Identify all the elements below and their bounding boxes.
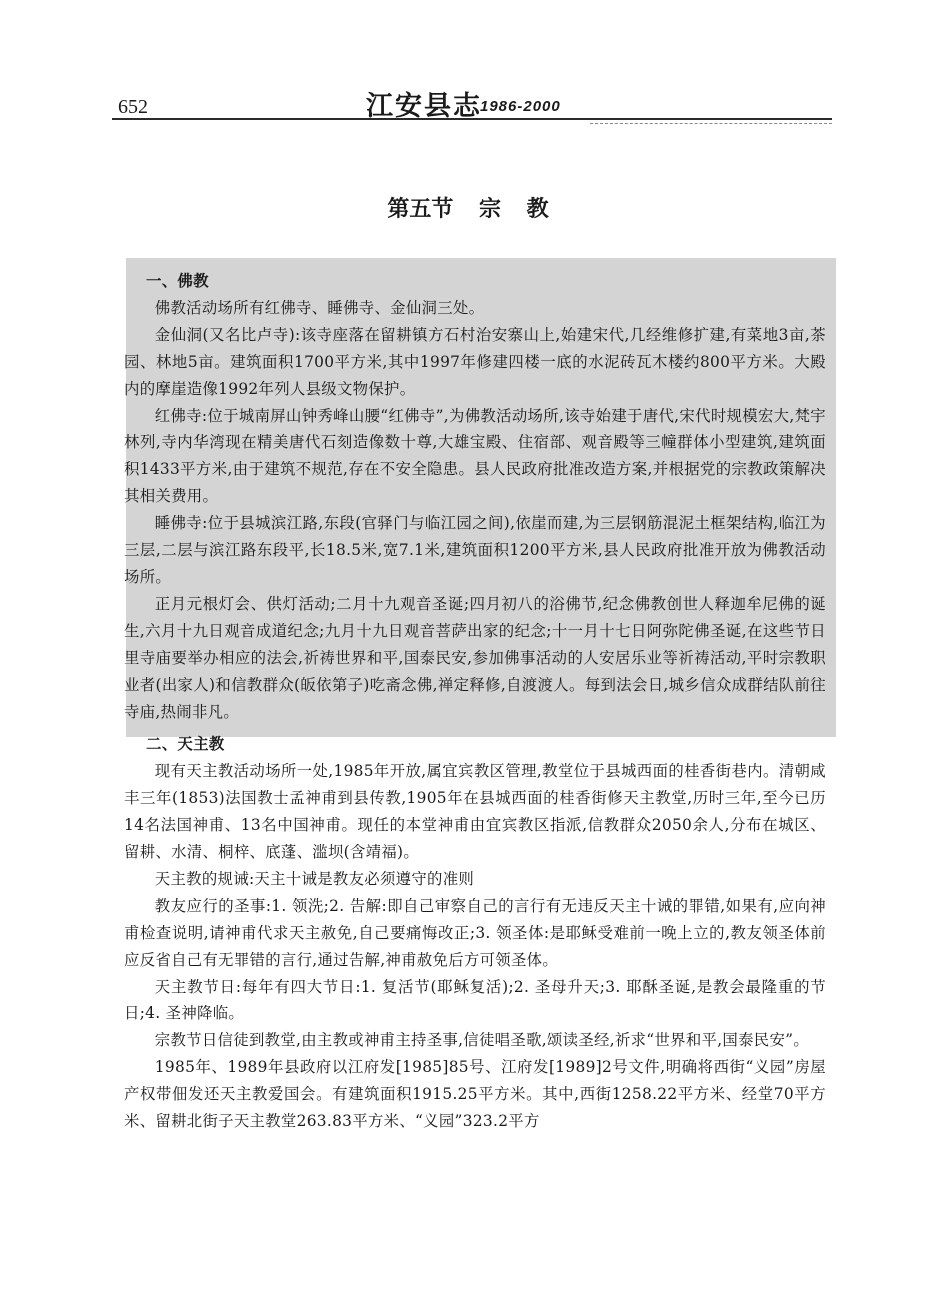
paragraph: 佛教活动场所有红佛寺、睡佛寺、金仙洞三处。 (154, 298, 485, 317)
paragraph: 教友应行的圣事:1. 领洗;2. 告解:即自己审察自己的言行有无违反天主十诫的罪错,如果有,应向神甫检查说明,请神甫代求天主赦免,自己要痛悔改正;3. 领圣体:是耶稣受难前一晚上立的,教友领圣体前应反省自己有无罪错的言行,通过告解,神甫赦免后方可领圣体。 (124, 896, 826, 969)
paragraph: 天主教节日:每年有四大节日:1. 复活节(耶稣复活);2. 圣母升天;3. 耶酥圣诞,是教会最隆重的节日;4. 圣神降临。 (124, 977, 826, 1023)
buddhism-heading: 一、佛教 (146, 272, 209, 290)
book-title: 江安县志 (366, 91, 482, 122)
paragraph: 红佛寺:位于城南屏山钟秀峰山腰“红佛寺”,为佛教活动场所,该寺始建于唐代,宋代时规模宏大,梵宇林列,寺内华湾现在精美唐代石刻造像数十尊,大雄宝殿、住宿部、观音殿等三幢群体小型建筑,建筑面积1433平方米,由于建筑不规范,存在不安全隐患。县人民政府批准改造方案,并根据党的宗教政策解决其相关费用。 (124, 406, 826, 506)
paragraph: 睡佛寺:位于县城滨江路,东段(官驿门与临江园之间),依崖而建,为三层钢筋混泥土框架结构,临江为三层,二层与滨江路东段平,长18.5米,宽7.1米,建筑面积1200平方米,县人民政府批准开放为佛教活动场所。 (124, 514, 826, 586)
page-number: 652 (118, 96, 148, 118)
body-text (124, 268, 826, 1135)
book-years: 1986-2000 (480, 98, 561, 115)
paragraph: 宗教节日信徒到教堂,由主教或神甫主持圣事,信徒唱圣歌,颂读圣经,祈求“世界和平,国泰民安”。 (154, 1031, 810, 1050)
header-rule (112, 118, 832, 120)
paragraph: 金仙洞(又名比卢寺):该寺座落在留耕镇方石村治安寨山上,始建宋代,几经维修扩建,有菜地3亩,茶园、林地5亩。建筑面积1700平方米,其中1997年修建四楼一底的水泥砖瓦木楼约800平方米。大殿内的摩崖造像1992年列人县级文物保护。 (124, 325, 826, 398)
paragraph: 正月元根灯会、供灯活动;二月十九观音圣诞;四月初八的浴佛节,纪念佛教创世人释迦牟尼佛的诞生,六月十九日观音成道纪念;九月十九日观音菩萨出家的纪念;十一月十七日阿弥陀佛圣诞,在这些节日里寺庙要举办相应的法会,祈祷世界和平,国泰民安,参加佛事活动的人安居乐业等祈祷活动,平时宗教职业者(出家人)和信教群众(皈依第子)吃斋念佛,禅定释修,自渡渡人。每到法会日,城乡信众成群结队前往寺庙,热闹非凡。 (124, 594, 826, 721)
page-header (0, 0, 936, 140)
section-title: 第五节 宗 教 (387, 196, 549, 222)
paragraph: 天主教的规诫:天主十诫是教友必须遵守的准则 (154, 869, 475, 888)
catholicism-heading: 二、天主教 (146, 735, 225, 754)
paragraph: 现有天主教活动场所一处,1985年开放,属宜宾教区管理,教堂位于县城西面的桂香街巷内。清朝咸丰三年(1853)法国教士孟神甫到县传教,1905年在县城西面的桂香街修天主教堂,历时三年,至今已历14名法国神甫、13名中国神甫。现任的本堂神甫由宜宾教区指派,信教群众2050余人,分布在城区、留耕、水清、桐梓、底蓬、滥坝(含靖福)。 (124, 762, 826, 862)
header-rule-dashed (590, 123, 832, 124)
paragraph: 1985年、1989年县政府以江府发[1985]85号、江府发[1989]2号文件,明确将西街“义园”房屋产权带佃发还天主教爱国会。有建筑面积1915.25平方米。其中,西街1258.22平方米、经堂70平方米、留耕北街子天主教堂263.83平方米、“义园”323.2平方 (124, 1058, 826, 1131)
